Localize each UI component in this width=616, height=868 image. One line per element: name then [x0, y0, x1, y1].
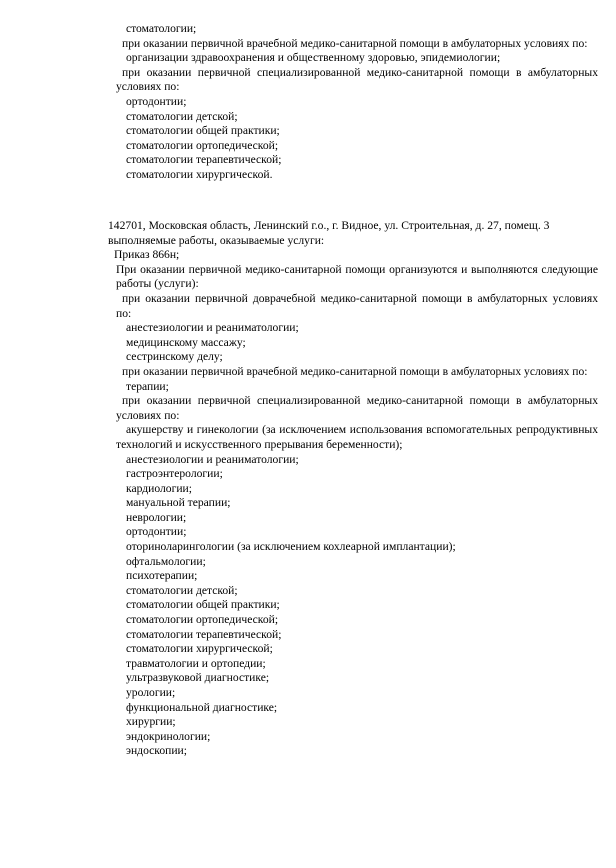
- list-item: стоматологии терапевтической;: [126, 627, 282, 641]
- list-item: мануальной терапии;: [126, 496, 231, 510]
- list-item: ультразвуковой диагностике;: [126, 671, 270, 685]
- vrach-list-1: [108, 51, 598, 66]
- list-item: кардиологии;: [126, 481, 192, 495]
- spec-list-1: [108, 95, 598, 183]
- list-item: стоматологии;: [126, 22, 197, 35]
- list-item: сестринскому делу;: [126, 350, 223, 364]
- section-heading: при оказании первичной специализированной медико-санитарной помощи в амбулаторных условиях по:: [116, 65, 598, 94]
- address: 142701, Московская область, Ленинский г.о., г. Видное, ул. Строительная, д. 27, помещ. 3: [108, 219, 550, 232]
- list-item: неврологии;: [126, 510, 187, 524]
- list-item: ортодонтии;: [126, 525, 187, 539]
- works-label: выполняемые работы, оказываемые услуги:: [108, 233, 325, 247]
- list-item-long: акушерству и гинекологии (за исключением использования вспомогательных репродуктивных технологий и искусственного прерывания беременности);: [116, 423, 598, 451]
- list-item: стоматологии детской;: [126, 109, 238, 123]
- dovrach-list: [108, 321, 598, 365]
- order-number: Приказ 866н;: [114, 248, 180, 262]
- list-item: функциональной диагностике;: [126, 700, 278, 714]
- list-item: анестезиологии и реаниматологии;: [126, 452, 299, 466]
- list-item: стоматологии ортопедической;: [126, 613, 279, 627]
- list-item: организации здравоохранения и общественному здоровью, эпидемиологии;: [126, 51, 501, 65]
- list-item: стоматологии детской;: [126, 583, 238, 597]
- list-item: терапии;: [126, 379, 169, 393]
- list-item: стоматологии хирургической.: [126, 167, 273, 181]
- section-2: [108, 219, 598, 759]
- list-item: эндокринологии;: [126, 729, 211, 743]
- list-item: стоматологии общей практики;: [126, 124, 280, 138]
- list-item: стоматологии терапевтической;: [126, 153, 282, 167]
- list-item: урологии;: [126, 686, 176, 699]
- list-item: ортодонтии;: [126, 94, 187, 108]
- list-item: гастроэнтерологии;: [126, 467, 223, 481]
- list-item: медицинскому массажу;: [126, 335, 246, 349]
- intro-paragraph: При оказании первичной медико-санитарной помощи организуются и выполняются следующие работы (услуги):: [116, 262, 598, 291]
- list-item: эндоскопии;: [126, 744, 187, 758]
- section-heading: при оказании первичной доврачебной медико-санитарной помощи в амбулаторных условиях по:: [116, 291, 598, 320]
- list-item: офтальмологии;: [126, 554, 206, 568]
- section-1: [108, 22, 598, 183]
- list-item: стоматологии хирургической;: [126, 642, 273, 656]
- list-item: стоматологии общей практики;: [126, 598, 280, 612]
- section-heading: при оказании первичной врачебной медико-санитарной помощи в амбулаторных условиях по:: [122, 36, 588, 50]
- list-item: стоматологии ортопедической;: [126, 138, 279, 152]
- list-item: оториноларингологии (за исключением кохлеарной имплантации);: [126, 540, 456, 554]
- section-heading: при оказании первичной врачебной медико-санитарной помощи в амбулаторных условиях по:: [122, 364, 588, 378]
- list-item: травматологии и ортопедии;: [126, 656, 266, 670]
- list-item: хирургии;: [126, 715, 176, 729]
- list-item: психотерапии;: [126, 569, 198, 583]
- spec-list-2: [108, 453, 598, 759]
- list-item: анестезиологии и реаниматологии;: [126, 321, 299, 335]
- vrach-list-2: [108, 380, 598, 395]
- section-heading: при оказании первичной специализированной медико-санитарной помощи в амбулаторных условиях по:: [116, 394, 598, 422]
